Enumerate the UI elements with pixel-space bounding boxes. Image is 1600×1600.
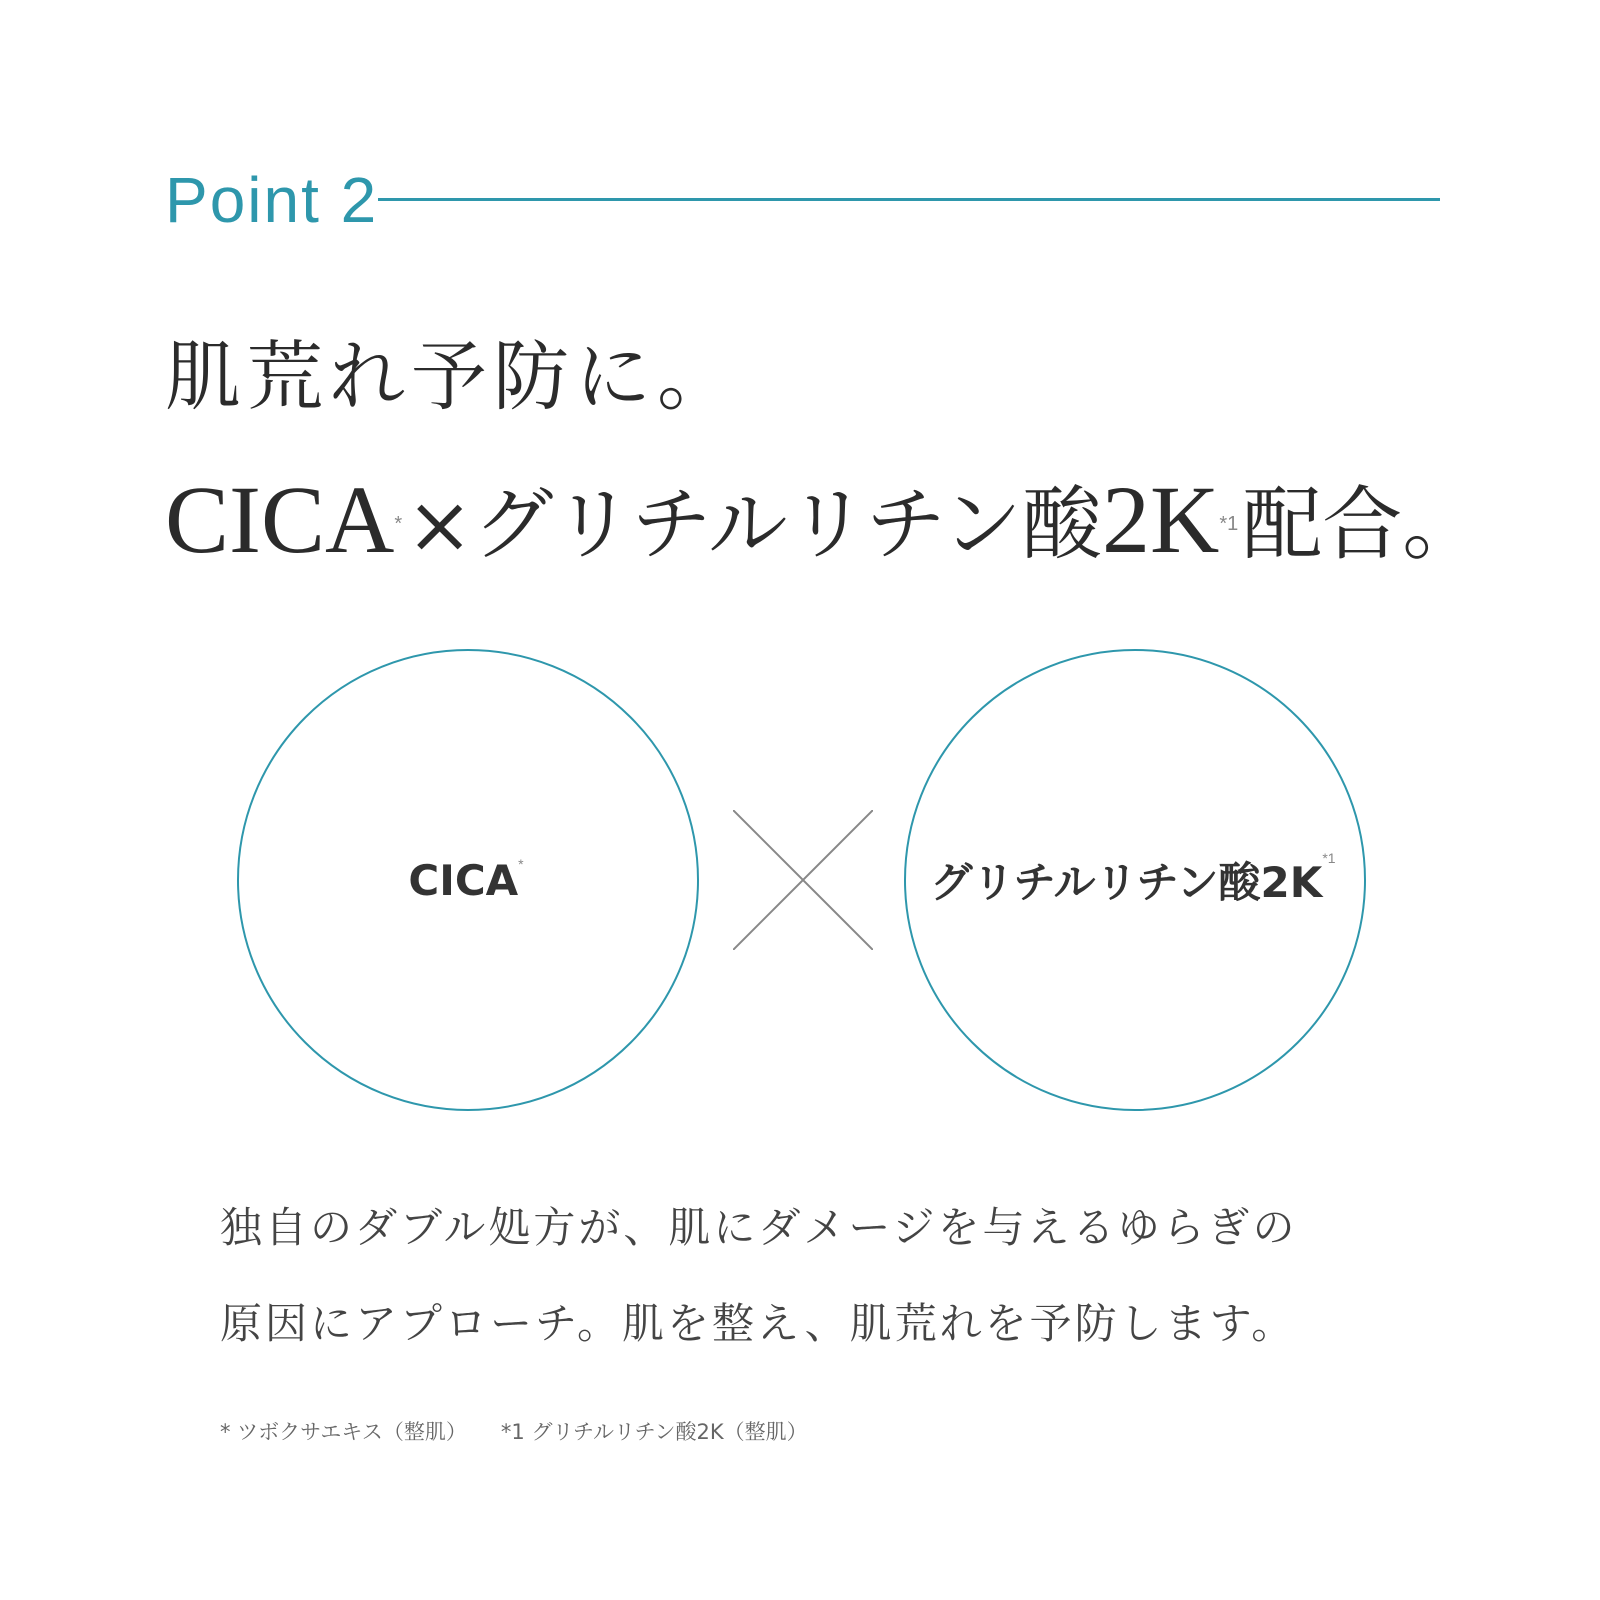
footnote-glycyrrhizin: *1 グリチルリチン酸2K（整肌） <box>500 1420 808 1444</box>
headline-cica-mark: * <box>394 513 403 535</box>
headline-line-2 <box>165 466 1483 575</box>
point-divider <box>378 198 1440 201</box>
point-label: Point 2 <box>165 164 379 236</box>
glycyrrhizin-circle <box>904 649 1366 1111</box>
headline-line-1: 肌荒れ予防に。 <box>165 332 739 421</box>
cica-circle-text: CICA <box>408 855 519 905</box>
headline-cica: CICA <box>165 466 395 573</box>
glycyrrhizin-circle-text: グリチルリチン酸2K <box>930 858 1323 907</box>
cica-circle-label <box>408 856 527 905</box>
headline-glycyrrhizin-mark: *1 <box>1219 513 1239 535</box>
headline-times: × <box>406 478 474 571</box>
headline-glycyrrhizin: グリチルリチン酸 <box>473 478 1102 571</box>
multiply-cross-icon <box>733 810 873 950</box>
description <box>220 1180 1297 1372</box>
headline-ending: 配合。 <box>1242 478 1483 571</box>
glycyrrhizin-circle-label <box>930 850 1339 910</box>
description-line-2: 原因にアプローチ。肌を整え、肌荒れを予防します。 <box>220 1299 1297 1348</box>
footnotes <box>220 1416 808 1446</box>
cica-circle <box>237 649 699 1111</box>
headline-2k: 2K <box>1102 466 1220 573</box>
cica-circle-mark: * <box>518 855 524 872</box>
footnote-cica: * ツボクサエキス（整肌） <box>220 1420 467 1444</box>
description-line-1: 独自のダブル処方が、肌にダメージを与えるゆらぎの <box>220 1203 1298 1252</box>
glycyrrhizin-circle-mark: *1 <box>1322 850 1336 866</box>
